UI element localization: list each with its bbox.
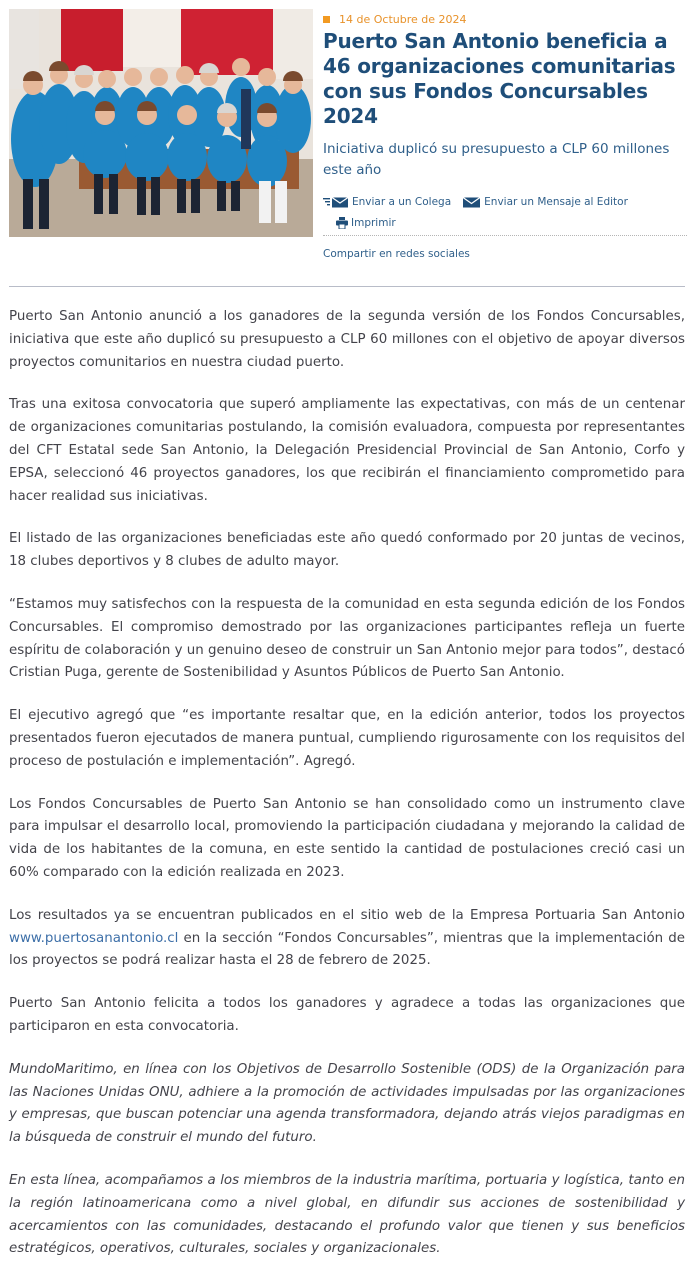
paragraph-2: Tras una exitosa convocatoria que superó ampliamente las expectativas, con más de un centenar de organizaciones comunitarias postulando, la comisión evaluadora, compuesta por representantes del CFT Estatal sede San Antonio, la Delegación Presidencial Provincial de San Antonio, Corfo y EPSA, seleccionó 46 proyectos ganadores, los que recibirán el financiamiento comprometido para hacer realidad sus iniciativas. xyxy=(9,397,685,504)
paragraph-7-start: Los resultados ya se encuentran publicados en el sitio web de la Empresa Portuaria San Antonio xyxy=(9,907,685,923)
header-divider xyxy=(9,286,685,287)
send-editor-button[interactable] xyxy=(463,196,628,208)
paragraph-3: El listado de las organizaciones beneficiadas este año quedó conformado por 20 juntas de vecinos, 18 clubes deportivos y 8 clubes de adulto mayor. xyxy=(9,531,685,570)
paragraph-7 xyxy=(9,905,685,973)
paragraph-8: Puerto San Antonio felicita a todos los ganadores y agradece a todas las organizaciones que participaron en esta convocatoria. xyxy=(9,996,685,1034)
tools-row-1 xyxy=(323,193,687,211)
paragraph-5: El ejecutivo agregó que “es importante resaltar que, en la edición anterior, todos los proyectos presentados fueron ejecutados de manera puntual, cumpliendo rigurosamente con los requisitos del proceso de postulación e implementación”. Agregó. xyxy=(9,708,685,769)
forward-mail-icon xyxy=(323,197,349,208)
paragraph-1: Puerto San Antonio anunció a los ganadores de la segunda versión de los Fondos Concursables, iniciativa que este año duplicó su presupuesto a CLP 60 millones con el objetivo de apoyar diversos proyectos comunitarios en nuestra ciudad puerto. xyxy=(9,309,685,370)
date-row xyxy=(323,12,687,26)
paragraph-4: “Estamos muy satisfechos con la respuesta de la comunidad en esta segunda edición de los Fondos Concursables. El compromiso demostrado por las organizaciones participantes refleja un fuerte espíritu de colaboración y un genuino deseo de construir un San Antonio mejor para todos”, destacó Cristian Puga, gerente de Sostenibilidad y Asuntos Públicos de Puerto San Antonio. xyxy=(9,596,685,681)
print-button[interactable] xyxy=(336,217,396,229)
paragraph-6: Los Fondos Concursables de Puerto San Antonio se han consolidado como un instrumento clave para impulsar el desarrollo local, promoviendo la participación ciudadana y mejorando la calidad de vida de los habitantes de la comuna, en este sentido la cantidad de postulaciones creció casi un 60% comparado con la edición realizada en 2023. xyxy=(9,796,685,880)
article-date: 14 de Octubre de 2024 xyxy=(339,12,467,26)
send-colleague-button[interactable] xyxy=(323,196,451,208)
tools-row-2 xyxy=(323,214,687,232)
paragraph-10: En esta línea, acompañamos a los miembros de la industria marítima, portuaria y logística, tanto en la región latinoamericana como a nivel global, en difundir sus acciones de sostenibilidad y acercamientos con las comunidades, destacando el profundo valor que tienen y sus beneficios estratégicos, operativos, culturales, sociales y organizacionales. xyxy=(9,1172,685,1257)
send-colleague-label: Enviar a un Colega xyxy=(352,196,452,208)
website-link[interactable]: www.puertosanantonio.cl xyxy=(9,930,179,946)
orange-square-icon xyxy=(323,16,330,23)
tools-divider xyxy=(323,235,687,236)
printer-icon xyxy=(336,217,348,229)
send-editor-label: Enviar un Mensaje al Editor xyxy=(484,196,628,208)
article-tools xyxy=(323,193,687,260)
article-photo xyxy=(9,9,313,237)
article-body xyxy=(9,306,685,1281)
group-photo-illustration xyxy=(9,9,313,237)
article-subtitle: Iniciativa duplicó su presupuesto a CLP 60 millones este año xyxy=(323,141,670,178)
print-label: Imprimir xyxy=(351,217,396,229)
envelope-icon xyxy=(463,197,481,208)
article-title: Puerto San Antonio beneficia a 46 organizaciones comunitarias con sus Fondos Concursables 2024 xyxy=(323,29,676,128)
article-header xyxy=(323,12,687,260)
share-social-link[interactable]: Compartir en redes sociales xyxy=(323,248,470,260)
paragraph-9: MundoMaritimo, en línea con los Objetivos de Desarrollo Sostenible (ODS) de la Organización para las Naciones Unidas ONU, adhiere a la promoción de actividades impulsadas por las organizaciones y empresas, que buscan potenciar una agenda transformadora, dejando atrás viejos paradigmas en la búsqueda de construir el mundo del futuro. xyxy=(9,1061,685,1146)
paragraph-7-end: en la sección “Fondos Concursables”, mientras que la implementación de los proyectos se podrá realizar hasta el 28 de febrero de 2025. xyxy=(9,930,685,969)
